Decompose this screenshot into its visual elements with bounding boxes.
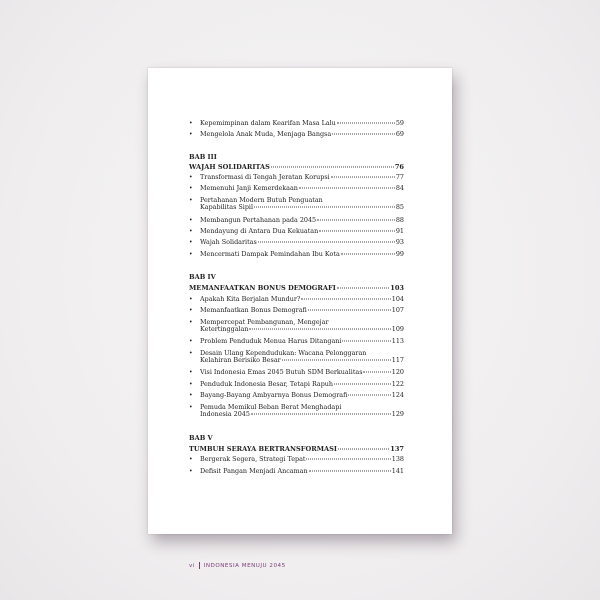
bullet-icon: • bbox=[189, 369, 193, 376]
chapter-number: BAB V bbox=[189, 434, 213, 442]
entry-page: 109 bbox=[391, 325, 404, 334]
entry-title-line1: Desain Ulang Kependudukan: Wacana Pelonggaran bbox=[200, 349, 367, 357]
dot-leader bbox=[271, 167, 394, 168]
chapter-title: WAJAH SOLIDARITAS bbox=[189, 163, 270, 171]
entry-title: Kepemimpinan dalam Kearifan Masa Lalu bbox=[200, 119, 336, 127]
entry-title: Defisit Pangan Menjadi Ancaman bbox=[200, 467, 308, 475]
entry-page: 84 bbox=[395, 184, 404, 192]
dot-leader bbox=[332, 134, 395, 135]
dot-leader bbox=[308, 310, 391, 311]
chapter-page: 137 bbox=[390, 445, 404, 453]
entry-title: Penduduk Indonesia Besar, Tetapi Rapuh bbox=[200, 380, 334, 388]
dot-leader bbox=[317, 220, 395, 221]
entry-title: Bergerak Segera, Strategi Tepat bbox=[200, 455, 306, 463]
entry-page: 141 bbox=[391, 467, 404, 475]
chapter-title-entry[interactable] bbox=[189, 284, 404, 292]
entry-title: Visi Indonesia Emas 2045 Butuh SDM Berkualitas bbox=[200, 368, 363, 376]
bullet-icon: • bbox=[189, 319, 193, 326]
bullet-icon: • bbox=[189, 217, 193, 224]
bullet-icon: • bbox=[189, 404, 193, 411]
dot-leader bbox=[254, 207, 395, 208]
bullet-icon: • bbox=[189, 350, 193, 357]
dot-leader bbox=[249, 329, 390, 330]
entry-title: Mencermati Dampak Pemindahan Ibu Kota bbox=[200, 250, 340, 258]
dot-leader bbox=[341, 254, 395, 255]
dot-leader bbox=[309, 471, 391, 472]
dot-leader bbox=[301, 299, 390, 300]
bullet-icon: • bbox=[189, 228, 193, 235]
dot-leader bbox=[348, 395, 390, 396]
bullet-icon: • bbox=[189, 468, 193, 475]
entry-page: 85 bbox=[395, 203, 404, 212]
bullet-icon: • bbox=[189, 456, 193, 463]
entry-title: Indonesia 2045 bbox=[200, 410, 250, 419]
dot-leader bbox=[319, 231, 395, 232]
entry-title-line1: Pertahanan Modern Butuh Penguatan bbox=[200, 196, 323, 204]
entry-page: 91 bbox=[395, 227, 404, 235]
dot-leader bbox=[342, 341, 390, 342]
entry-title: Wajah Solidaritas bbox=[200, 238, 257, 246]
entry-page: 129 bbox=[391, 410, 404, 419]
bullet-icon: • bbox=[189, 296, 193, 303]
entry-title: Membangun Pertahanan pada 2045 bbox=[200, 216, 317, 224]
bullet-icon: • bbox=[189, 174, 193, 181]
dot-leader bbox=[334, 384, 391, 385]
entry-title: Problem Penduduk Menua Harus Ditangani bbox=[200, 337, 342, 345]
book-page bbox=[148, 68, 452, 569]
chapter-page: 103 bbox=[390, 284, 404, 292]
dot-leader bbox=[363, 372, 390, 373]
entry-title: Mengelola Anak Muda, Menjaga Bangsa bbox=[200, 130, 332, 138]
entry-page: 104 bbox=[391, 295, 404, 303]
entry-page: 93 bbox=[395, 238, 404, 246]
dot-leader bbox=[306, 459, 390, 460]
entry-title-line1: Pemuda Memikul Beban Berat Menghadapi bbox=[200, 403, 342, 411]
bullet-icon: • bbox=[189, 197, 193, 204]
chapter-page: 76 bbox=[394, 163, 404, 171]
entry-page: 117 bbox=[391, 356, 404, 365]
bullet-icon: • bbox=[189, 338, 193, 345]
bullet-icon: • bbox=[189, 131, 193, 138]
page-footer bbox=[189, 562, 286, 569]
entry-page: 59 bbox=[395, 119, 404, 127]
dot-leader bbox=[338, 449, 389, 450]
chapter-title: MEMANFAATKAN BONUS DEMOGRAFI bbox=[189, 284, 336, 292]
entry-page: 113 bbox=[391, 337, 404, 345]
bullet-icon: • bbox=[189, 120, 193, 127]
bullet-icon: • bbox=[189, 185, 193, 192]
dot-leader bbox=[251, 414, 391, 415]
dot-leader bbox=[258, 242, 395, 243]
chapter-title-entry[interactable] bbox=[189, 163, 404, 171]
entry-page: 107 bbox=[391, 306, 404, 314]
dot-leader bbox=[337, 288, 389, 289]
entry-page: 77 bbox=[395, 173, 404, 181]
dot-leader bbox=[331, 177, 395, 178]
dot-leader bbox=[282, 360, 391, 361]
entry-title: Memenuhi Janji Kemerdekaan bbox=[200, 184, 298, 192]
entry-title: Memanfaatkan Bonus Demografi bbox=[200, 306, 307, 314]
bullet-icon: • bbox=[189, 392, 193, 399]
entry-title: Apakah Kita Berjalan Mundur? bbox=[200, 295, 301, 303]
entry-title-line1: Mempercepat Pembangunan, Mengejar bbox=[200, 318, 329, 326]
bullet-icon: • bbox=[189, 381, 193, 388]
entry-page: 69 bbox=[395, 130, 404, 138]
entry-page: 124 bbox=[391, 391, 404, 399]
bullet-icon: • bbox=[189, 307, 193, 314]
bullet-icon: • bbox=[189, 251, 193, 258]
entry-page: 120 bbox=[391, 368, 404, 376]
dot-leader bbox=[299, 188, 395, 189]
entry-title: Transformasi di Tengah Jeratan Korupsi bbox=[200, 173, 330, 181]
chapter-number: BAB III bbox=[189, 153, 217, 161]
dot-leader bbox=[337, 123, 395, 124]
entry-title: Bayang-Bayang Ambyarnya Bonus Demografi bbox=[200, 391, 348, 399]
footer-divider bbox=[199, 562, 200, 569]
entry-title: Kelahiran Berisiko Besar bbox=[200, 356, 281, 365]
bullet-icon: • bbox=[189, 239, 193, 246]
entry-title: Ketertinggalan bbox=[200, 325, 249, 334]
entry-title: Kapabilitas Sipil bbox=[200, 203, 253, 212]
entry-page: 99 bbox=[395, 250, 404, 258]
chapter-title-entry[interactable] bbox=[189, 445, 404, 453]
entry-page: 138 bbox=[391, 455, 404, 463]
entry-title: Mendayung di Antara Dua Kekuatan bbox=[200, 227, 319, 235]
chapter-number: BAB IV bbox=[189, 273, 216, 281]
entry-page: 88 bbox=[395, 216, 404, 224]
running-title: INDONESIA MENUJU 2045 bbox=[203, 562, 286, 569]
chapter-title: TUMBUH SERAYA BERTRANSFORMASI bbox=[189, 445, 337, 453]
entry-page: 122 bbox=[391, 380, 404, 388]
page-number: vi bbox=[189, 562, 195, 569]
